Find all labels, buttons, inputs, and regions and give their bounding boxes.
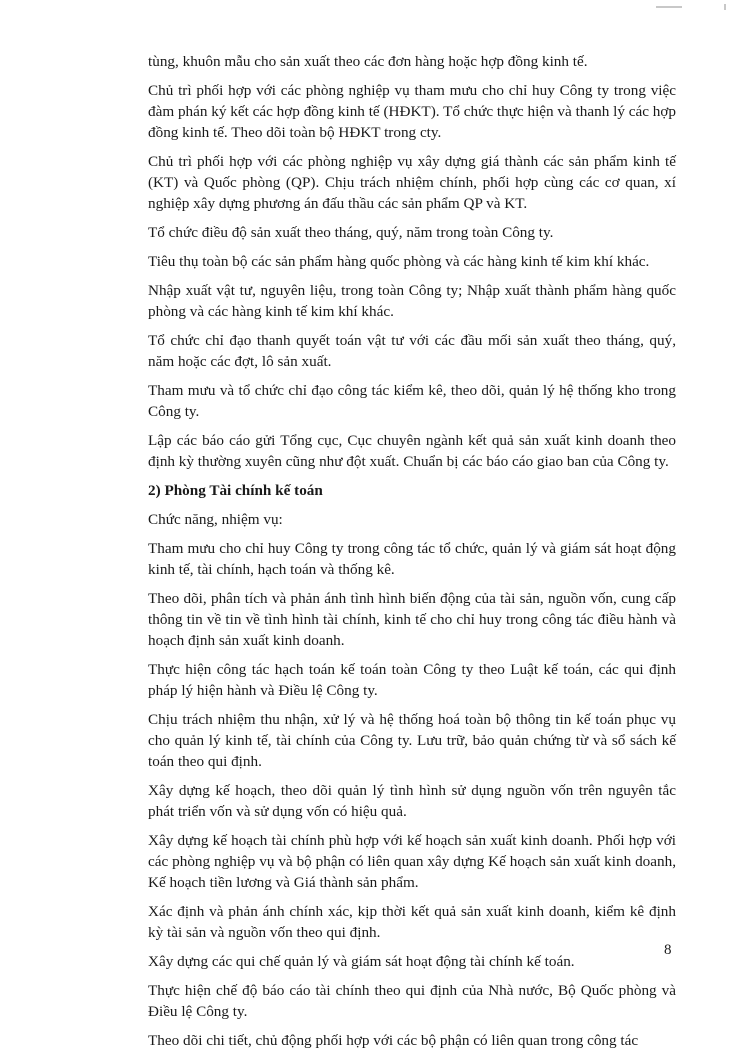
paragraph: Tham mưu cho chỉ huy Công ty trong công tác tổ chức, quản lý và giám sát hoạt động kinh tế, tài chính, hạch toán và thống kê. xyxy=(148,540,676,578)
paragraph: Tham mưu và tổ chức chỉ đạo công tác kiểm kê, theo dõi, quản lý hệ thống kho trong Công ty. xyxy=(148,382,676,420)
paragraph: Xây dựng kế hoạch tài chính phù hợp với kế hoạch sản xuất kinh doanh. Phối hợp với các phòng nghiệp vụ và bộ phận có liên quan xây dựng Kế hoạch sản xuất kinh doanh, Kế hoạch tiền lương và Giá thành sản phẩm. xyxy=(148,832,676,891)
paragraph: Nhập xuất vật tư, nguyên liệu, trong toàn Công ty; Nhập xuất thành phẩm hàng quốc phòng và các hàng kinh tế kim khí khác. xyxy=(148,282,676,320)
page-body xyxy=(148,51,676,1059)
paragraph: tùng, khuôn mẫu cho sản xuất theo các đơn hàng hoặc hợp đồng kinh tế. xyxy=(148,53,588,70)
page-number: 8 xyxy=(664,942,672,958)
paragraph: Chịu trách nhiệm thu nhận, xử lý và hệ thống hoá toàn bộ thông tin kế toán phục vụ cho quản lý kinh tế, tài chính của Công ty. Lưu trữ, bảo quản chứng từ và sổ sách kế toán theo qui định. xyxy=(148,711,676,770)
paragraph: Thực hiện công tác hạch toán kế toán toàn Công ty theo Luật kế toán, các qui định pháp lý hiện hành và Điều lệ Công ty. xyxy=(148,661,676,699)
paragraph: Thực hiện chế độ báo cáo tài chính theo qui định của Nhà nước, Bộ Quốc phòng và Điều lệ Công ty. xyxy=(148,982,676,1020)
paragraph: Theo dõi, phân tích và phản ánh tình hình biến động của tài sản, nguồn vốn, cung cấp thông tin về tin về tình hình tài chính, kinh tế cho chỉ huy trong công tác điều hành và hoạch định sản xuất kinh doanh. xyxy=(148,590,676,649)
section-heading: 2) Phòng Tài chính kế toán xyxy=(148,482,323,499)
paragraph: Lập các báo cáo gửi Tổng cục, Cục chuyên ngành kết quả sản xuất kinh doanh theo định kỳ thường xuyên cũng như đột xuất. Chuẩn bị các báo cáo giao ban của Công ty. xyxy=(148,432,676,470)
paragraph: Xác định và phản ánh chính xác, kịp thời kết quả sản xuất kinh doanh, kiểm kê định kỳ tài sản và nguồn vốn theo qui định. xyxy=(148,903,676,941)
paragraph: Tổ chức chỉ đạo thanh quyết toán vật tư với các đầu mối sản xuất theo tháng, quý, năm hoặc các đợt, lô sản xuất. xyxy=(148,332,676,370)
paragraph: Chức năng, nhiệm vụ: xyxy=(148,511,283,528)
paragraph: Tổ chức điều độ sản xuất theo tháng, quý, năm trong toàn Công ty. xyxy=(148,224,554,241)
paragraph: Theo dõi chi tiết, chủ động phối hợp với các bộ phận có liên quan trong công tác xyxy=(148,1032,639,1049)
paragraph: Chủ trì phối hợp với các phòng nghiệp vụ tham mưu cho chỉ huy Công ty trong việc đàm phán ký kết các hợp đồng kinh tế (HĐKT). Tổ chức thực hiện và thanh lý các hợp đồng kinh tế. Theo dõi toàn bộ HĐKT trong cty. xyxy=(148,82,676,141)
scan-artifact xyxy=(656,6,682,8)
paragraph: Chủ trì phối hợp với các phòng nghiệp vụ xây dựng giá thành các sản phẩm kinh tế (KT) và Quốc phòng (QP). Chịu trách nhiệm chính, phối hợp cùng các cơ quan, xí nghiệp xây dựng phương án đấu thầu các sản phẩm QP và KT. xyxy=(148,153,676,212)
paragraph: Xây dựng các qui chế quản lý và giám sát hoạt động tài chính kế toán. xyxy=(148,953,575,970)
scan-artifact xyxy=(724,4,726,10)
paragraph: Xây dựng kế hoạch, theo dõi quản lý tình hình sử dụng nguồn vốn trên nguyên tắc phát triển vốn và sử dụng vốn có hiệu quả. xyxy=(148,782,676,820)
paragraph: Tiêu thụ toàn bộ các sản phẩm hàng quốc phòng và các hàng kinh tế kim khí khác. xyxy=(148,253,650,270)
